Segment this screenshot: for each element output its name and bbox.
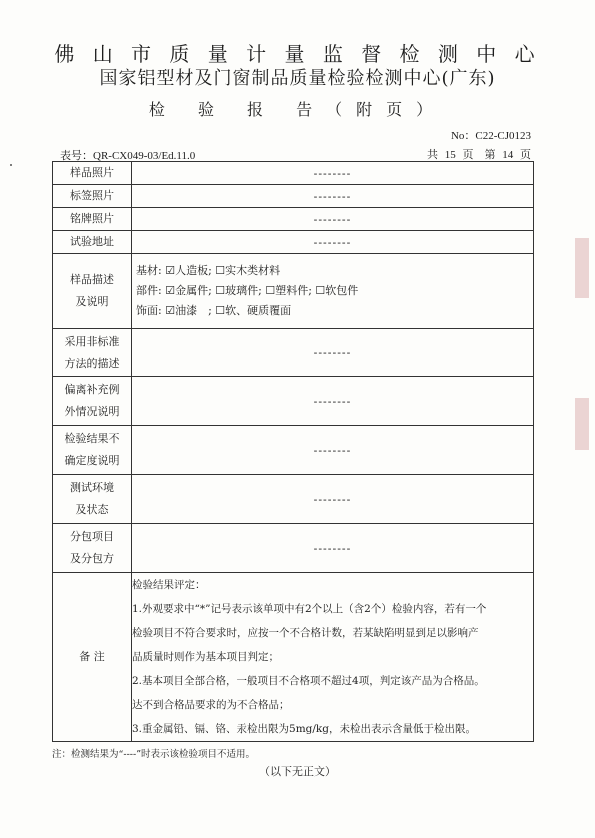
end-of-text: （以下无正文） — [259, 765, 336, 778]
row-value: -------- — [132, 208, 534, 231]
row-label: 铭牌照片 — [53, 208, 132, 231]
table-row — [53, 254, 534, 329]
remarks-line: 品质量时则作为基本项目判定； — [132, 651, 279, 663]
remarks-line: 检验项目不符合要求时，应按一个不合格计数，若某缺陷明显到足以影响产 — [132, 627, 479, 639]
row-value: -------- — [132, 329, 534, 377]
report-number: No：C22-CJ0123 — [450, 130, 531, 142]
form-number: 表号：QR-CX049-03/Ed.11.0 — [60, 150, 196, 162]
remarks-line: 2.基本项目全部合格，一般项目不合格项不超过4项，判定该产品为合格品。 — [132, 675, 485, 687]
label-line: 分包项目 — [70, 530, 114, 543]
label-line: 方法的描述 — [64, 356, 120, 370]
page-info: 共 15 页 第 14 页 — [427, 149, 531, 161]
label-line: 确定度说明 — [64, 454, 120, 467]
table-row — [53, 475, 534, 524]
row-value: -------- — [132, 475, 534, 524]
table-row — [53, 329, 534, 377]
desc-line-parts: 部件: ☑金属件; ☐玻璃件; ☐塑料件; ☐软包件 — [136, 284, 359, 297]
row-label: 标签照片 — [53, 185, 132, 208]
table-row — [53, 377, 534, 426]
label-line: 外情况说明 — [64, 405, 120, 418]
table-row — [53, 573, 534, 742]
row-value: -------- — [132, 185, 534, 208]
remarks-line: 检验结果评定： — [132, 579, 206, 591]
row-label — [53, 329, 132, 377]
remarks-content — [132, 573, 534, 742]
desc-line-finish: 饰面: ☑油漆 ; ☐软、硬质覆面 — [136, 304, 292, 317]
report-table — [52, 161, 534, 742]
desc-line-substrate: 基材: ☑人造板; ☐实木类材料 — [136, 264, 281, 277]
row-value: -------- — [132, 162, 534, 185]
label-line: 检验结果不 — [64, 432, 120, 445]
table-row — [53, 185, 534, 208]
row-value: -------- — [132, 524, 534, 573]
label-line: 样品描述 — [70, 273, 114, 286]
label-line: 测试环境 — [70, 481, 114, 494]
table-row — [53, 231, 534, 254]
scan-speck — [10, 164, 12, 166]
report-title: 检 验 报 告（附页） — [148, 100, 447, 119]
table-row — [53, 524, 534, 573]
row-label: 样品照片 — [53, 162, 132, 185]
table-row — [53, 162, 534, 185]
label-line: 偏离补充例 — [64, 383, 120, 396]
table-row — [53, 208, 534, 231]
center-name: 国家铝型材及门窗制品质量检验检测中心(广东) — [99, 68, 496, 89]
label-line: 及状态 — [75, 503, 109, 516]
row-value: -------- — [132, 231, 534, 254]
row-label: 备 注 — [53, 573, 132, 742]
org-name: 佛 山 市 质 量 计 量 监 督 检 测 中 心 — [54, 42, 541, 66]
row-label: 试验地址 — [53, 231, 132, 254]
label-line: 及说明 — [75, 295, 109, 308]
row-label — [53, 254, 132, 329]
seal-edge-mark — [575, 238, 589, 298]
row-value: -------- — [132, 426, 534, 475]
footnote: 注：检测结果为“----”时表示该检验项目不适用。 — [52, 749, 256, 760]
row-value: -------- — [132, 377, 534, 426]
remarks-line: 达不到合格品要求的为不合格品； — [132, 699, 290, 711]
row-label — [53, 524, 132, 573]
row-label — [53, 426, 132, 475]
sample-description — [132, 254, 534, 329]
remarks-line: 3.重金属铅、镉、铬、汞检出限为5mg/kg，未检出表示含量低于检出限。 — [132, 723, 476, 735]
label-line: 采用非标准 — [64, 334, 120, 348]
label-line: 及分包方 — [70, 552, 114, 565]
remarks-line: 1.外观要求中“*”记号表示该单项中有2个以上（含2个）检验内容，若有一个 — [132, 603, 487, 615]
row-label — [53, 475, 132, 524]
row-label — [53, 377, 132, 426]
table-row — [53, 426, 534, 475]
seal-edge-mark — [575, 398, 589, 450]
